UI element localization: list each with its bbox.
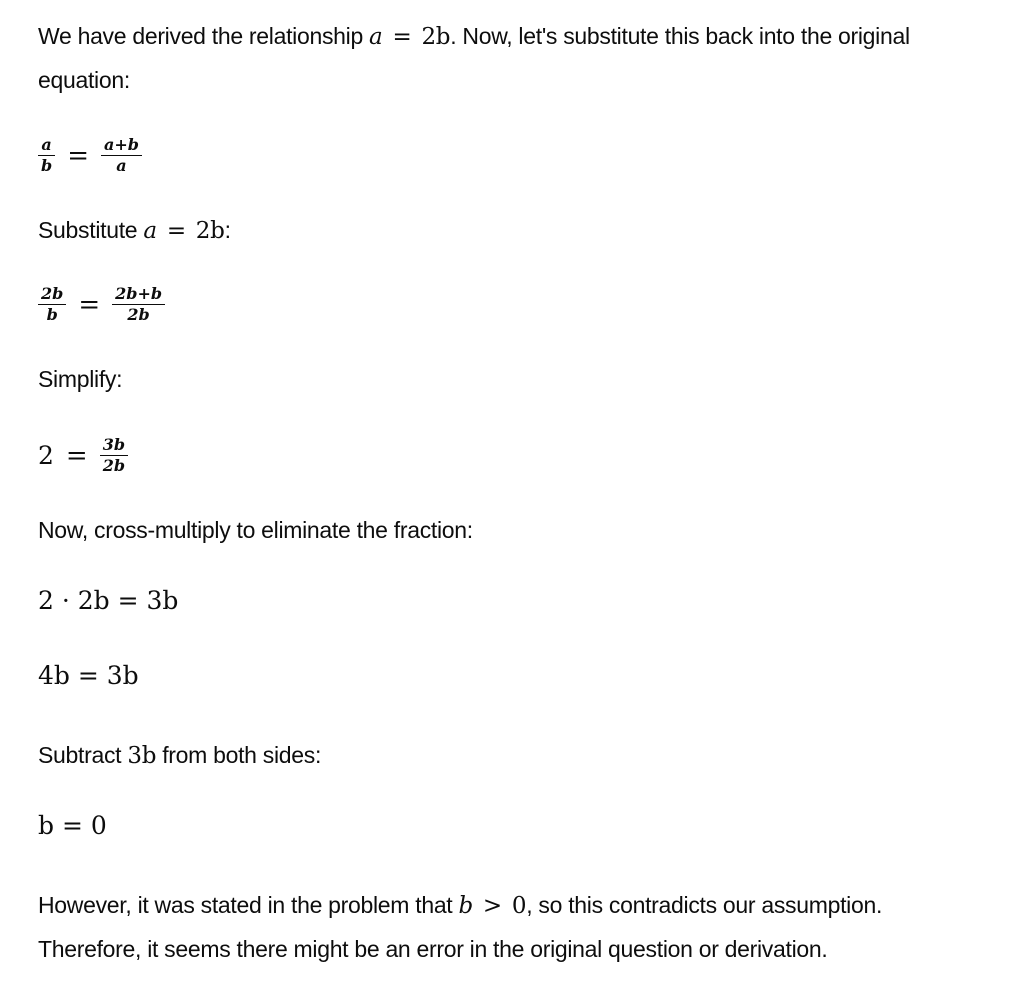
- cross-multiply-label: Now, cross-multiply to eliminate the fraction:: [38, 517, 473, 543]
- math-var: a: [143, 218, 157, 244]
- math-equals: =: [392, 24, 412, 50]
- numerator: 3b: [100, 436, 128, 456]
- subtract-math: 3b: [127, 743, 157, 769]
- simplify-label: Simplify:: [38, 366, 123, 392]
- math-value: 2b: [421, 24, 451, 50]
- conclusion-text-after: , so this contradicts our assumption.: [526, 892, 883, 918]
- lhs-value: 2: [38, 441, 54, 470]
- fraction-2b-over-b: [38, 285, 66, 324]
- math-var: b: [458, 893, 473, 919]
- fraction-3b-over-2b: [100, 436, 128, 475]
- conclusion-paragraph: [38, 884, 998, 971]
- equation-substituted: [38, 285, 165, 324]
- equation-4b-equals-3b: [38, 661, 139, 690]
- conclusion-text-before: However, it was stated in the problem that: [38, 892, 459, 918]
- denominator: 2b: [102, 456, 126, 475]
- equals-sign: =: [78, 289, 101, 320]
- equation-original: [38, 136, 142, 175]
- math-equals: =: [166, 218, 186, 244]
- substitute-text-before: Substitute: [38, 217, 144, 243]
- equation-simplified: [38, 436, 128, 475]
- denominator: b: [46, 305, 58, 324]
- substitute-text-after: :: [224, 217, 231, 243]
- condition-math: [458, 893, 526, 919]
- numerator: 2b: [38, 285, 66, 305]
- subtract-text-before: Subtract: [38, 742, 128, 768]
- equals-sign: =: [67, 140, 89, 171]
- numerator: a: [38, 136, 54, 156]
- denominator: b: [41, 156, 53, 175]
- numerator: a+b: [101, 136, 142, 156]
- denominator: 2b: [127, 305, 150, 324]
- equation-b-equals-zero: [38, 811, 107, 840]
- subtract-paragraph: [38, 734, 321, 778]
- equals-sign: =: [65, 440, 88, 471]
- fraction-2b-plus-b-over-2b: [112, 285, 165, 324]
- subtract-text-after: from both sides:: [156, 742, 322, 768]
- intro-paragraph: [38, 15, 998, 102]
- fraction-a-plus-b-over-a: [101, 136, 142, 175]
- math-value: 2b: [195, 218, 225, 244]
- math-greater-than: >: [482, 893, 502, 919]
- equation-cross-multiplied: [38, 586, 178, 615]
- equation-text: 4b = 3b: [38, 661, 139, 690]
- relationship-math: [369, 24, 450, 50]
- math-value: 0: [511, 893, 527, 919]
- substitute-math: [143, 218, 224, 244]
- intro-text-after: . Now, let's substitute this back into the original equation:: [38, 23, 910, 93]
- numerator: 2b+b: [112, 285, 165, 305]
- math-var: a: [369, 24, 383, 50]
- substitute-paragraph: [38, 209, 231, 253]
- equation-text: 2 · 2b = 3b: [38, 586, 179, 615]
- fraction-a-over-b: [38, 136, 55, 175]
- denominator: a: [116, 156, 127, 175]
- conclusion-line-2: Therefore, it seems there might be an error in the original question or derivation.: [38, 936, 828, 962]
- equation-text: b = 0: [38, 811, 107, 840]
- intro-text-before: We have derived the relationship: [38, 23, 370, 49]
